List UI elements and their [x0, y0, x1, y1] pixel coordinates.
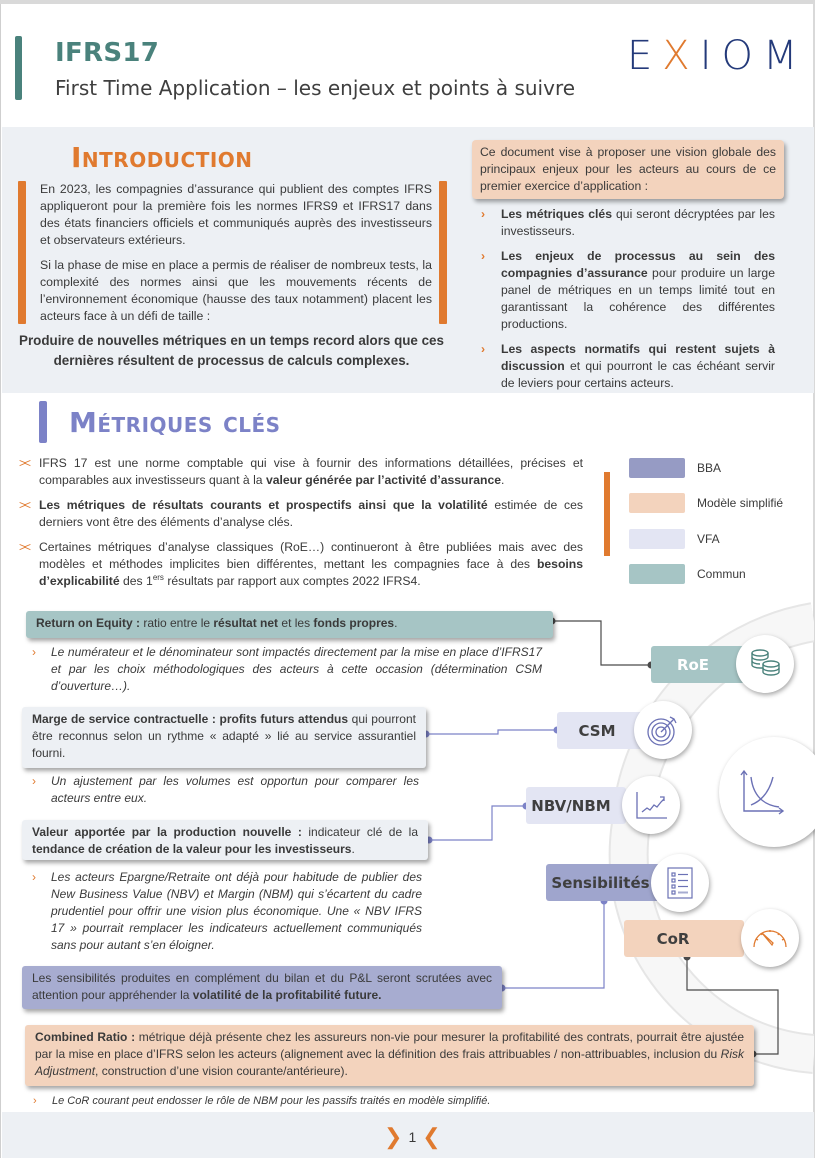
bullet-bold: valeur générée par l’activité d’assurance	[265, 473, 502, 487]
bullet-bold: Les métriques de résultats courants et prospectifs ainsi que la volatilité	[39, 498, 488, 512]
chevron-right-icon: ›	[481, 342, 486, 356]
chevron-right-icon: ›	[481, 249, 486, 263]
chevron-right-icon: ❯	[384, 1124, 403, 1149]
intro-paragraph-2: Si la phase de mise en place a permis de réaliser de nombreux tests, la complexité des normes ainsi que les mouvements récents de l’environnement économique (hausse des taux notamment) placent les acteurs face à un défi de taille :	[40, 258, 432, 323]
legend-label: Modèle simplifié	[697, 496, 784, 510]
cross-arrows-icon: ><	[19, 540, 30, 554]
logo-letters-iom: IOM	[699, 33, 808, 79]
bullet-bold: Les enjeux de processus au sein des compagnies d’assurance	[501, 249, 775, 280]
legend-label: VFA	[697, 532, 720, 546]
sensibilites-tag	[546, 864, 661, 901]
card-text: .	[394, 616, 398, 630]
bullet-text: et qui pourront le cas échéant servir de leviers pour certains acteurs.	[501, 359, 775, 390]
cor-card	[25, 1025, 754, 1086]
card-bold: tendance de création de la valeur pour les investisseurs	[32, 842, 352, 856]
card-text: Les sensibilités produites en complément du bilan et du P&L seront scrutées avec attention pour appréhender la	[32, 971, 492, 1002]
bullet-bold: Les métriques clés	[501, 207, 612, 221]
note-text: Un ajustement par les volumes est opportun pour comparer les acteurs entre eux.	[51, 774, 419, 805]
cross-arrows-icon: ><	[19, 456, 30, 470]
bullet-text: pour produire un large panel de métriques en un temps limité tout en garantissant la cohérence des différentes productions.	[501, 266, 775, 331]
card-bold: résultat net	[213, 616, 279, 630]
legend-label: BBA	[697, 461, 722, 475]
cor-note	[25, 1093, 725, 1110]
trend-chart-icon	[622, 776, 680, 834]
chevron-left-icon: ❮	[422, 1124, 441, 1149]
chevron-right-icon: ›	[33, 1095, 37, 1107]
chevron-right-icon: ›	[481, 207, 486, 221]
intro-paragraph-1: En 2023, les compagnies d’assurance qui publient des comptes IFRS appliqueront pour la première fois les normes IFRS9 et IFRS17 dans des états financiers officiels et communiqués auprès des investisseurs et observateurs extérieurs.	[40, 182, 432, 247]
card-bold: fonds propres	[313, 616, 395, 630]
gauge-icon	[741, 909, 799, 967]
note-text: Le CoR courant peut endosser le rôle de NBM pour les passifs traités en modèle simplifié.	[52, 1095, 491, 1107]
intro-summary-box: Ce document vise à proposer une vision globale des principaux enjeux pour les acteurs au cours de ce premier exercice d’application :	[472, 140, 784, 199]
card-text: métrique déjà présente chez les assureurs non-vie pour mesurer la profitabilité des contrats, pourrait être ajustée par la mise en place d’IFRS selon les acteurs (alignement avec la définition des frais attribuables / non-attribuables, inclusion du	[35, 1030, 744, 1061]
page-number: 1	[408, 1129, 417, 1145]
legend-label: Commun	[697, 567, 746, 581]
chevron-right-icon: ›	[32, 774, 36, 788]
nbv-card	[22, 820, 428, 860]
document-page	[0, 4, 813, 1158]
csm-note	[24, 773, 419, 807]
page-indicator	[384, 1126, 441, 1148]
tag-label: Sensibilités	[551, 873, 650, 892]
bullet-text: résultats par rapport aux comptes 2022 IFRS4.	[163, 574, 421, 588]
coins-icon	[736, 635, 794, 693]
card-bold: Return on Equity :	[36, 616, 140, 630]
card-bold: Combined Ratio :	[35, 1030, 136, 1044]
bullet-text: Certaines métriques d’analyse classiques (RoE…) continueront à être publiées mais avec des modèles et méthodes implicites bien différentes, mettant les compagnies face à des	[39, 540, 583, 571]
page-title: IFRS17	[55, 38, 160, 68]
roe-note	[24, 644, 542, 695]
tag-label: NBV/NBM	[531, 796, 611, 815]
cor-tag	[624, 920, 744, 957]
note-text: Les acteurs Epargne/Retraite ont déjà pour habitude de publier des New Business Value (NBV) et Margin (NBM) qui s’écartent du cadre prudentiel pour offrir une vision plus économique. Une « NBV IFRS 17 » pourrait remplacer les indicateurs actuellement communiqués sans pour autant s’en éloigner.	[51, 870, 422, 952]
bullet-text: qui seront décryptées par les investisseurs.	[501, 207, 775, 238]
introduction-heading: Introduction	[71, 141, 253, 174]
logo-letter-x: X	[662, 33, 700, 79]
card-text: .	[351, 842, 355, 856]
bullet-bold: Les aspects normatifs qui restent sujets à discussion	[501, 342, 775, 373]
nbv-note	[24, 869, 422, 954]
card-text: , construction d’une vision courante/antérieure).	[95, 1064, 348, 1078]
page-subtitle: First Time Application – les enjeux et points à suivre	[55, 76, 576, 100]
card-text: ratio entre le	[140, 616, 214, 630]
bullet-text: IFRS 17 est une norme comptable qui vise à fournir des informations détaillées, précises et comparables aux investisseurs quant à la	[39, 456, 583, 487]
card-italic: Risk Adjustment	[35, 1047, 744, 1078]
card-bold: volatilité de la profitabilité future.	[192, 988, 382, 1002]
csm-card	[22, 707, 426, 768]
tag-label: RoE	[676, 655, 710, 674]
checklist-icon	[651, 854, 709, 912]
cross-arrows-icon: ><	[19, 498, 30, 512]
bullet-bold: besoins d’explicabilité	[39, 557, 583, 588]
target-icon	[634, 701, 692, 759]
bullet-text: des 1	[119, 574, 153, 588]
nbv-tag	[526, 787, 626, 824]
card-text: et les	[278, 616, 314, 630]
note-text: Le numérateur et le dénominateur sont impactés directement par la mise en place d’IFRS17 et par les choix méthodologiques des acteurs à cette occasion (détermination CSM d’ouverture…).	[51, 645, 542, 693]
card-text: indicateur clé de la	[301, 825, 418, 839]
metriques-heading: Métriques clés	[69, 406, 281, 439]
tag-label: CoR	[656, 929, 690, 948]
card-bold: Marge de service contractuelle : profits futurs attendus	[32, 712, 349, 726]
logo-letter-e: E	[627, 33, 663, 79]
sensibilites-card	[22, 966, 502, 1009]
card-text: qui pourront être reconnus selon un rythme « adapté » lié au service assurantiel fourni.	[32, 712, 416, 760]
tag-label: CSM	[578, 721, 616, 740]
intro-punchline: Produire de nouvelles métriques en un temps record alors que ces dernières résultent de processus de calculs complexes.	[19, 333, 444, 368]
chevron-right-icon: ›	[32, 645, 36, 659]
bullet-text: estimée de ces derniers vont être des éléments d’analyse clés.	[39, 498, 583, 529]
superscript: ers	[152, 572, 164, 582]
roe-card	[26, 611, 553, 638]
bullet-text: .	[501, 473, 505, 487]
card-bold: Valeur apportée par la production nouvelle :	[32, 825, 302, 839]
chevron-right-icon: ›	[32, 870, 36, 884]
